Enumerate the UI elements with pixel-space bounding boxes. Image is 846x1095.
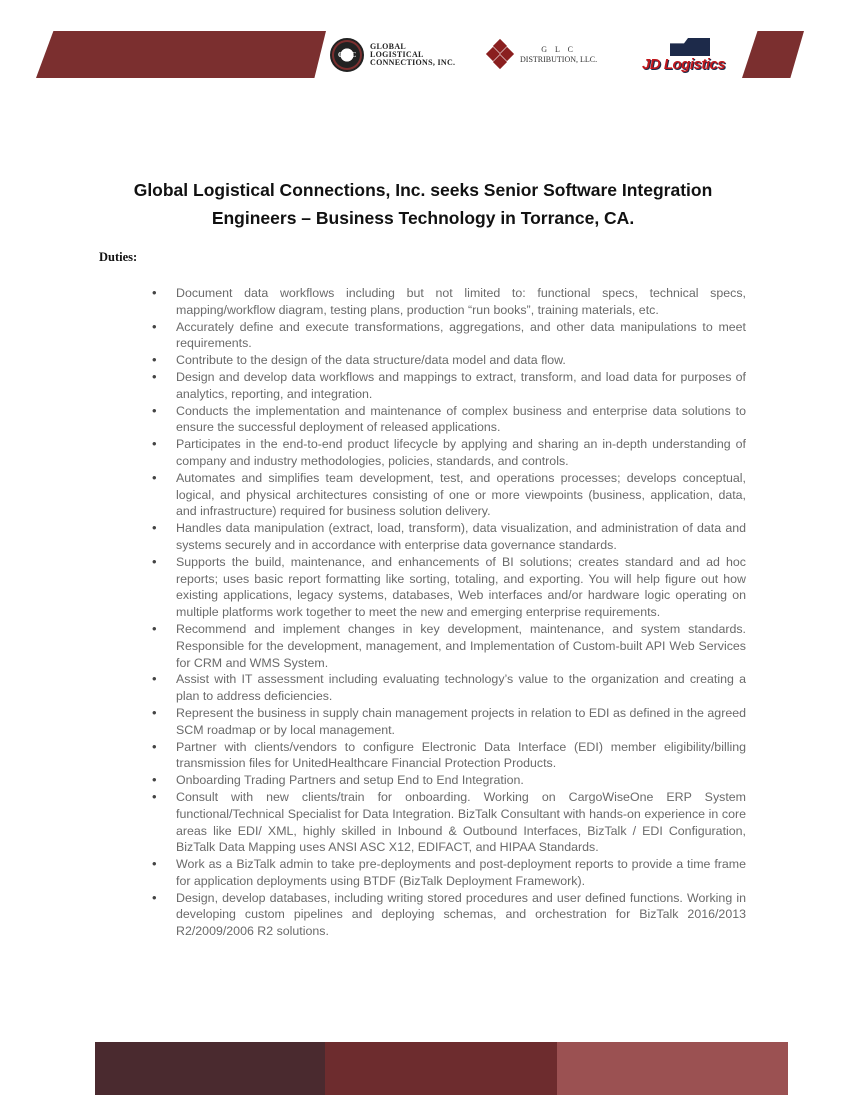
- cubes-icon: [486, 40, 514, 70]
- list-item: • Onboarding Trading Partners and setup End to End Integration.: [152, 772, 746, 789]
- jd-logistics-logo: [642, 32, 732, 78]
- glc-logo-line: GLOBAL: [370, 42, 407, 51]
- title-line-2: Engineers – Business Technology in Torrance, CA.: [211, 208, 635, 228]
- header-band-right: [742, 31, 804, 78]
- truck-icon: [670, 38, 710, 56]
- list-item: • Work as a BizTalk admin to take pre-deployments and post-deployment reports to provide a time frame for application deployments using BTDF (BizTalk Deployment Framework).: [152, 856, 746, 890]
- glc-logo: [330, 32, 455, 78]
- footer-bar-right: [557, 1042, 788, 1095]
- glc-badge-icon: [330, 38, 364, 72]
- list-item: • Contribute to the design of the data structure/data model and data flow.: [152, 352, 746, 369]
- glc-badge-text: G L C: [338, 51, 357, 59]
- list-item: • Partner with clients/vendors to configure Electronic Data Interface (EDI) member eligibility/billing transmission files for UnitedHealthcare Financial Protection Products.: [152, 739, 746, 773]
- list-item: • Supports the build, maintenance, and enhancements of BI solutions; creates standard and ad hoc reports; uses basic report formatting like sorting, totaling, and exporting. You will help figure out how existing applications, legacy systems, databases, Web interfaces and/or hardware logic operating on multiple platforms work together to meet the new and emerging enterprise requirements.: [152, 554, 746, 621]
- list-item: • Represent the business in supply chain management projects in relation to EDI as defined in the agreed SCM roadmap or by local management.: [152, 705, 746, 739]
- list-item: • Recommend and implement changes in key development, maintenance, and system standards. Responsible for the development, management, and Implementation of Custom-built API Web Services for CRM and WMS System.: [152, 621, 746, 671]
- glc-logo-line: CONNECTIONS, INC.: [370, 58, 456, 67]
- duties-label: Duties:: [99, 250, 138, 264]
- jd-logistics-text: JD Logistics: [642, 56, 726, 73]
- footer-bar-middle: [325, 1042, 557, 1095]
- page-title: [90, 176, 756, 232]
- list-item: • Accurately define and execute transformations, aggregations, and other data manipulations to meet requirements.: [152, 319, 746, 353]
- list-item: • Participates in the end-to-end product lifecycle by applying and sharing an in-depth understanding of company and industry methodologies, policies, standards, and controls.: [152, 436, 746, 470]
- list-item: • Design and develop data workflows and mappings to extract, transform, and load data for purposes of analytics, reporting, and integration.: [152, 369, 746, 403]
- list-item: • Automates and simplifies team development, test, and operations processes; develops conceptual, logical, and physical architectures consisting of one or more viewpoints (business, application, data, and infrastructure) required for business solution delivery.: [152, 470, 746, 520]
- footer-bar-left: [95, 1042, 325, 1095]
- title-line-1: Global Logistical Connections, Inc. seeks Senior Software Integration: [133, 180, 713, 200]
- list-item: • Conducts the implementation and maintenance of complex business and enterprise data solutions to ensure the successful deployment of released applications.: [152, 403, 746, 437]
- glc-distribution-bottom: DISTRIBUTION, LLC.: [520, 55, 598, 64]
- list-item: • Handles data manipulation (extract, load, transform), data visualization, and administration of data and systems securely and in accordance with enterprise data governance standards.: [152, 520, 746, 554]
- list-item: • Consult with new clients/train for onboarding. Working on CargoWiseOne ERP System functional/Technical Specialist for Data Integration. BizTalk Consultant with hands-on experience in core areas like EDI/ XML, highly skilled in Inbound & Outbound Interfaces, BizTalk / EDI Configuration, BizTalk Data Mapping uses ANSI ASC X12, EDIFACT, and HIPAA Standards.: [152, 789, 746, 856]
- list-item: • Assist with IT assessment including evaluating technology’s value to the organization and creating a plan to address deficiencies.: [152, 671, 746, 705]
- list-item: • Design, develop databases, including writing stored procedures and user defined functions. Working in developing custom pipelines and deploying schemas, and orchestration for BizTalk 2016/2013 R2/2009/2006 R2 solutions.: [152, 890, 746, 940]
- list-item: • Document data workflows including but not limited to: functional specs, technical specs, mapping/workflow diagram, testing plans, production “run books”, training materials, etc.: [152, 285, 746, 319]
- glc-distribution-logo: [486, 32, 597, 78]
- header-band-left: [36, 31, 326, 78]
- glc-logo-text: [370, 43, 455, 67]
- glc-distribution-top: G L C: [541, 45, 576, 54]
- glc-distribution-text: [520, 45, 597, 65]
- duties-list: [152, 285, 746, 940]
- glc-logo-line: LOGISTICAL: [370, 50, 424, 59]
